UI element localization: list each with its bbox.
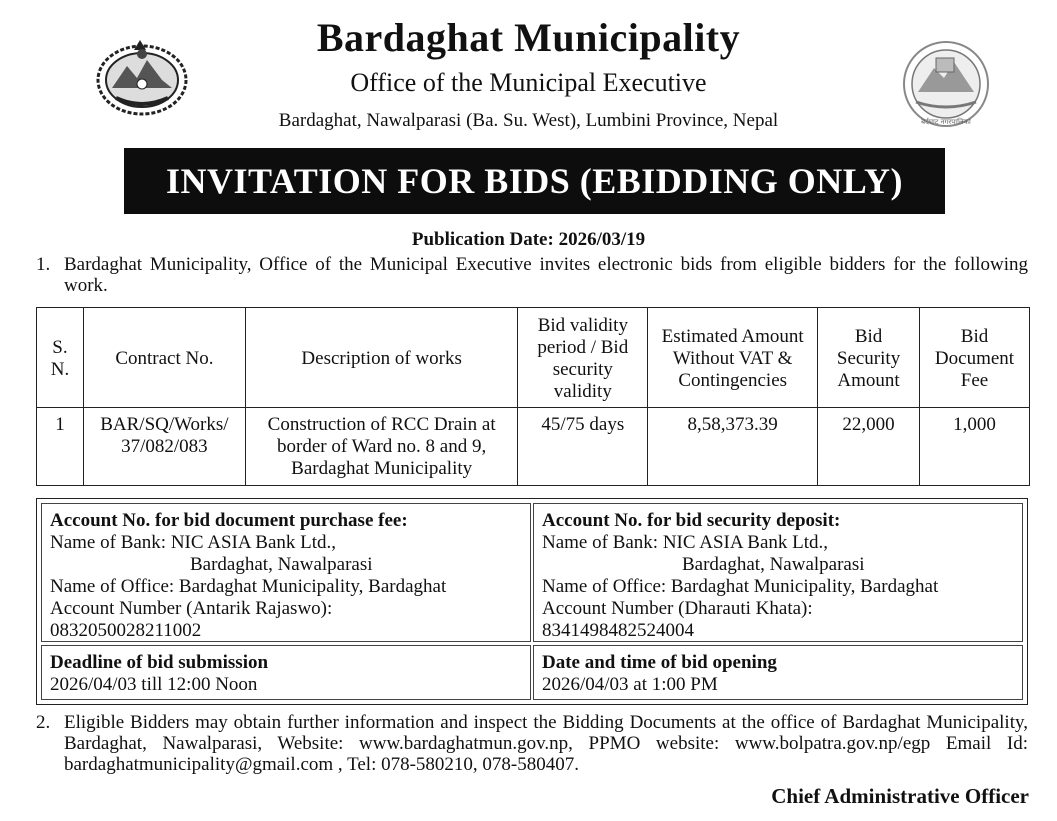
office-name: Name of Office: Bardaghat Municipality, Bardaghat [50, 576, 447, 597]
publication-date: Publication Date: 2026/03/19 [411, 229, 646, 250]
page-subtitle: Office of the Municipal Executive [350, 68, 707, 97]
paragraph-text: Bardaghat Municipality, Office of the Municipal Executive invites electronic bids from eligible bidders for the following work. [64, 254, 1028, 296]
table-row [37, 408, 1030, 486]
page-title: Bardaghat Municipality [316, 15, 741, 60]
col-header: Description of works [245, 308, 518, 408]
table-cell: Construction of RCC Drain at border of Ward no. 8 and 9, Bardaghat Municipality [245, 408, 518, 486]
paragraph-2 [36, 712, 1028, 775]
security-deposit-account [533, 503, 1023, 642]
table-cell: 45/75 days [518, 408, 648, 486]
account-label: Account Number (Antarik Rajaswo): [50, 598, 333, 619]
opening-heading: Date and time of bid opening [542, 652, 777, 673]
account-label: Account Number (Dharauti Khata): [542, 598, 813, 619]
table-cell: BAR/SQ/Works/ 37/082/083 [83, 408, 245, 486]
bank-name: Name of Bank: NIC ASIA Bank Ltd., [542, 532, 829, 553]
col-header: Contract No. [83, 308, 245, 408]
security-deposit-heading: Account No. for bid security deposit: [542, 510, 841, 531]
bank-branch: Bardaghat, Nawalparasi [190, 554, 373, 575]
table-cell: 8,58,373.39 [648, 408, 818, 486]
municipality-logo-text: बर्दघाट नगरपालिका [921, 118, 971, 126]
col-header: Bid Document Fee [920, 308, 1030, 408]
table-cell: 22,000 [818, 408, 920, 486]
purchase-fee-account [41, 503, 531, 642]
account-number: 0832050028211002 [50, 620, 202, 641]
paragraph-number: 2. [36, 712, 51, 733]
purchase-fee-heading: Account No. for bid document purchase fee: [50, 510, 408, 531]
bid-table [36, 307, 1030, 486]
deadline-cell [41, 645, 531, 700]
col-header: Bid validity period / Bid security validity [518, 308, 648, 408]
office-address: Bardaghat, Nawalparasi (Ba. Su. West), Lumbini Province, Nepal [278, 110, 779, 131]
signatory-title: Chief Administrative Officer [771, 784, 1029, 808]
paragraph-1 [36, 254, 1028, 296]
table-cell: 1,000 [920, 408, 1030, 486]
col-header: Estimated Amount Without VAT & Contingencies [648, 308, 818, 408]
account-info-box [36, 498, 1028, 705]
opening-cell [533, 645, 1023, 700]
bank-branch: Bardaghat, Nawalparasi [682, 554, 865, 575]
col-header: Bid Security Amount [818, 308, 920, 408]
paragraph-number: 1. [36, 254, 51, 275]
notice-banner: INVITATION FOR BIDS (EBIDDING ONLY) [124, 148, 945, 214]
table-cell: 1 [37, 408, 84, 486]
col-header: S. N. [37, 308, 84, 408]
opening-value: 2026/04/03 at 1:00 PM [542, 674, 718, 695]
deadline-value: 2026/04/03 till 12:00 Noon [50, 674, 258, 695]
account-number: 8341498482524004 [542, 620, 694, 641]
paragraph-text: Eligible Bidders may obtain further information and inspect the Bidding Documents at the office of Bardaghat Municipality, Bardaghat, Nawalparasi, Website: www.bardaghatmun.gov.np, PPMO website: www.bolpatra.gov.np/egp Email Id: bardaghatmunicipality@gmail.com , Tel: 078-580210, 078-580407. [64, 712, 1028, 775]
office-name: Name of Office: Bardaghat Municipality, Bardaghat [542, 576, 939, 597]
deadline-heading: Deadline of bid submission [50, 652, 269, 673]
bank-name: Name of Bank: NIC ASIA Bank Ltd., [50, 532, 337, 553]
